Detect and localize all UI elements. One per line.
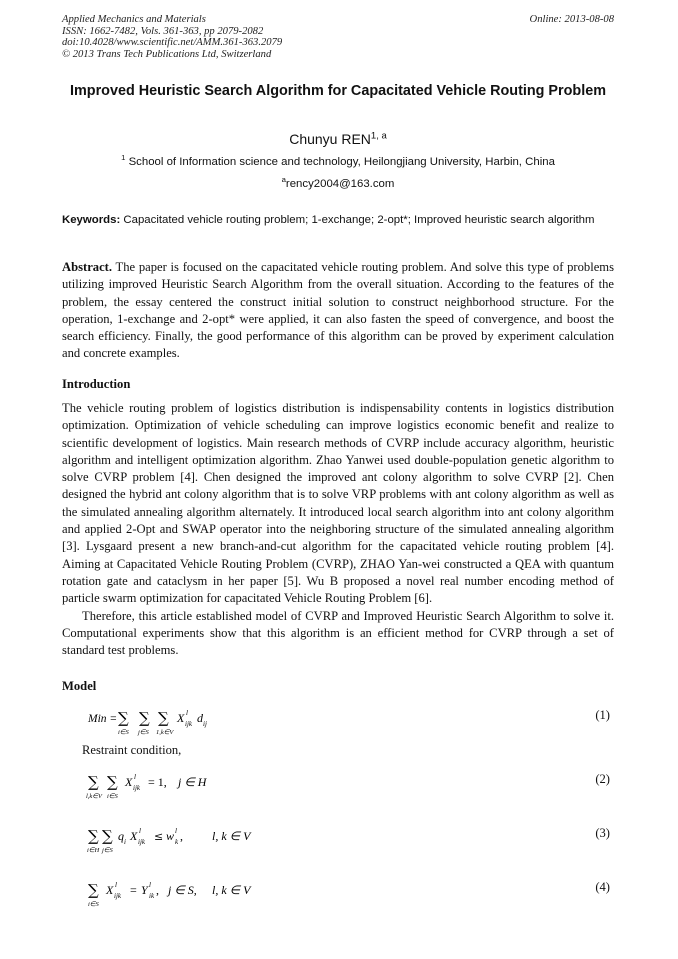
journal-copyright: © 2013 Trans Tech Publications Ltd, Switzerland [62, 48, 272, 60]
eq2-var-sup: l [134, 773, 136, 781]
eq2-sum-1: ∑ [88, 773, 99, 791]
eq4-y-sub: ik [149, 892, 155, 900]
eq3-sum-2: ∑ [102, 827, 113, 845]
intro-paragraph-2: Therefore, this article established model of CVRP and Improved Heuristic Search Algorithm to solve it. Computational experiments show that this algorithm is an efficient method for CVRP through a set of standard test problems. [62, 608, 614, 658]
eq3-sum-1-index: i∈H [87, 847, 100, 854]
eq4-sum-1-index: i∈S [88, 901, 99, 908]
eq4-y-sup: l [149, 881, 151, 889]
eq2-sum-1-index: l,k∈V [86, 793, 102, 800]
equation-2 [62, 770, 614, 800]
eq1-sum-2: ∑ [139, 709, 150, 727]
keywords-text: Capacitated vehicle routing problem; 1-exchange; 2-opt*; Improved heuristic search algorithm [123, 214, 595, 226]
journal-name: Applied Mechanics and Materials [62, 14, 206, 25]
eq3-var-sub: ijk [138, 838, 145, 846]
introduction-heading: Introduction [62, 377, 131, 391]
journal-doi[interactable]: doi:10.4028/www.scientific.net/AMM.361-363.2079 [62, 37, 283, 49]
equation-2-formula [62, 770, 262, 804]
keywords-label: Keywords: [62, 214, 121, 226]
eq2-condition: j ∈ H [178, 775, 207, 789]
equation-1 [62, 706, 614, 736]
email-line [62, 175, 614, 190]
svg-text:,: , [156, 883, 159, 897]
eq1-var-sub: ijk [185, 720, 192, 728]
eq4-condition-1: j ∈ S, [168, 883, 197, 897]
journal-header [62, 14, 614, 60]
equation-4-formula [62, 878, 282, 912]
model-heading: Model [62, 679, 97, 693]
eq1-sum-2-index: j∈S [138, 729, 149, 736]
equation-4-number: (4) [595, 880, 610, 894]
author-line [62, 131, 614, 147]
eq1-sum-1-index: i∈S [118, 729, 129, 736]
eq1-lhs: Min = [88, 713, 118, 725]
eq4-var-sup: l [115, 881, 117, 889]
equation-3-number: (3) [595, 826, 610, 840]
abstract-label: Abstract. [62, 260, 113, 274]
equation-3 [62, 824, 614, 854]
abstract-block [62, 259, 614, 363]
equation-1-formula [62, 706, 262, 740]
equation-2-number: (2) [595, 772, 610, 786]
eq3-var-sup: l [139, 827, 141, 835]
eq4-condition-2: l, k ∈ V [212, 883, 251, 897]
abstract-text: The paper is focused on the capacitated vehicle routing problem. And solve this type of problems utilizing improved Heuristic Search Algorithm from the overall situation. According to the features of the problem, the essay centered the construct initial solution to construct neighborhood structure. For the operation, 1-exchange and 2-opt* were applied, it can also fasten the speed of convergence, and boost the search efficiency. Finally, the good performance of this algorithm can be proved by experiment calculation and concrete examples. [62, 260, 614, 361]
eq1-var-sup: l [186, 709, 188, 717]
eq4-y: Y [141, 883, 148, 897]
eq2-var: X [125, 775, 133, 789]
keywords-block [62, 213, 614, 228]
journal-issn: ISSN: 1662-7482, Vols. 361-363, pp 2079-2082 [62, 25, 264, 37]
eq2-sum-2: ∑ [107, 773, 118, 791]
eq1-sum-3-index: 1,k∈V [156, 729, 174, 736]
affiliation-line [62, 153, 614, 168]
equation-4 [62, 878, 614, 908]
eq3-w-sub: k [175, 838, 179, 846]
eq4-relation: = [130, 883, 137, 897]
eq4-sum-1: ∑ [88, 881, 99, 899]
eq3-q: q [118, 829, 124, 843]
paper-title: Improved Heuristic Search Algorithm for Capacitated Vehicle Routing Problem [69, 83, 607, 99]
eq3-var: X [130, 829, 138, 843]
equation-1-number: (1) [595, 708, 610, 722]
eq4-var: X [106, 883, 114, 897]
introduction-body [62, 400, 614, 659]
svg-text:,: , [180, 829, 183, 843]
equation-3-formula [62, 824, 282, 858]
author-superscript: 1, a [370, 130, 387, 142]
eq3-q-sub: i [124, 838, 126, 846]
eq1-sum-3: ∑ [158, 709, 169, 727]
eq1-var: X [177, 711, 185, 725]
restraint-label: Restraint condition, [82, 743, 182, 757]
author-email[interactable]: rency2004@163.com [285, 178, 395, 190]
eq3-w: w [166, 829, 175, 843]
eq2-relation: = 1, [148, 775, 167, 789]
eq3-w-sup: l [175, 827, 177, 835]
eq3-relation: ≤ [154, 830, 164, 843]
eq2-var-sub: ijk [133, 784, 140, 792]
eq1-sum-1: ∑ [118, 709, 129, 727]
eq2-sum-2-index: i∈S [107, 793, 118, 800]
eq4-var-sub: ijk [114, 892, 121, 900]
eq3-sum-1: ∑ [88, 827, 99, 845]
intro-paragraph-1: The vehicle routing problem of logistics distribution is indispensability contents in logistics distribution optimization. Optimization of vehicle scheduling can improve logistics economic benefit and realize to scientific development of logistics. Main research methods of CVRP include accuracy algorithm, heuristic algorithm and intelligent optimization algorithm. Zhao Yanwei used double-population genetic algorithm to solve CVRP problem [4]. Chen designed the improved ant colony algorithm to solve CVRP [2]. Chen designed the hybrid ant colony algorithm that is to solve VRP problems with ant colony algorithm as well as the simulated annealing algorithm alternately. It introduced local search algorithm into ant colony algorithm and applied 2-Opt and SWAP operator into the neighboring structure of the simulated annealing algorithm [3]. Lysgaard present a new branch-and-cut algorithm for the capacitated vehicle routing problem [4]. Aiming at Capacitated Vehicle Routing Problem (CVRP), ZHAO Yan-wei constructed a QEA with quantum rotation gate and cataclysm in her paper [5]. Wu B proposed a novel real number encoding method of particle swarm optimization for capacitated Vehicle Routing Problem [6]. [62, 401, 614, 606]
eq1-var2: d [197, 711, 203, 725]
eq3-condition: l, k ∈ V [212, 829, 251, 843]
author-name: Chunyu REN [289, 131, 371, 147]
email-superscript: a [281, 175, 286, 185]
affiliation: School of Information science and technology, Heilongjiang University, Harbin, China [128, 156, 555, 168]
online-date: Online: 2013-08-08 [529, 14, 614, 25]
eq1-var2-sub: ij [203, 720, 207, 728]
eq3-sum-2-index: j∈S [102, 847, 113, 854]
affiliation-superscript: 1 [121, 153, 126, 163]
